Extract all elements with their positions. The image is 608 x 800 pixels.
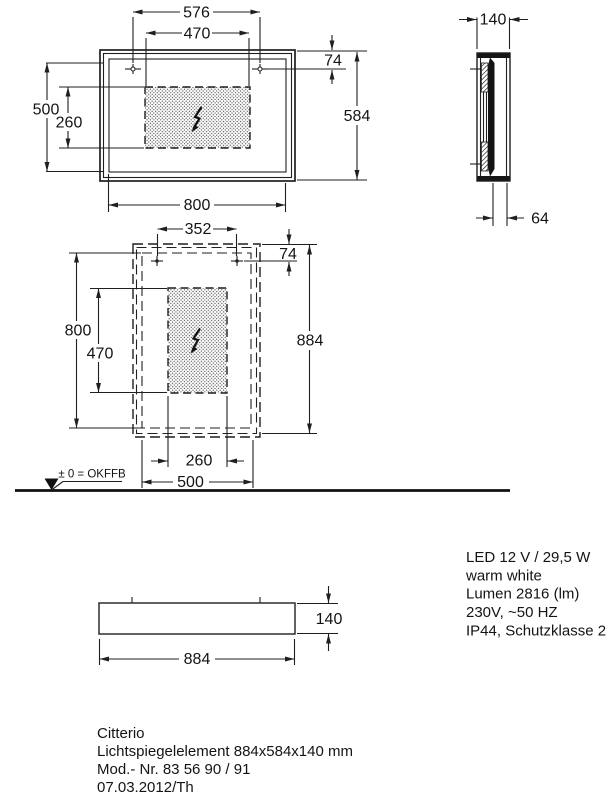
dim-top-width: 884	[183, 651, 211, 669]
dim-front-height: 584	[343, 108, 371, 126]
datum-triangle-icon	[45, 479, 59, 491]
spec-line-power: LED 12 V / 29,5 W	[466, 548, 591, 566]
top-view	[99, 586, 342, 668]
dim-portrait-height: 884	[296, 332, 324, 350]
spec-line-lumen: Lumen 2816 (lm)	[466, 585, 580, 603]
side-view-mirror-glass	[488, 58, 495, 177]
dim-front-cutout-width: 470	[183, 25, 211, 43]
spec-line-voltage: 230V, ~50 HZ	[466, 603, 558, 621]
top-view-dimensions	[100, 586, 343, 668]
dim-front-light-height: 260	[55, 114, 83, 132]
top-view-outline	[99, 603, 295, 634]
side-view-bottom-cap	[478, 176, 510, 181]
portrait-fixing-marker-right	[231, 256, 243, 266]
datum-label: ± 0 = OKFFB	[58, 468, 126, 481]
dim-portrait-light-height: 470	[86, 345, 114, 363]
ground-datum	[15, 469, 510, 491]
dim-portrait-inner-height: 800	[64, 322, 92, 340]
dim-front-fixing-offset: 74	[324, 52, 342, 70]
side-view-dimensions	[459, 12, 549, 228]
portrait-fixing-marker-left	[151, 256, 163, 266]
spec-line-protection: IP44, Schutzklasse 2	[466, 622, 607, 640]
title-model-number: Mod.- Nr. 83 56 90 / 91	[97, 760, 251, 778]
dim-front-fixing-width: 576	[183, 4, 210, 22]
front-view-fixing-marker-left	[125, 64, 141, 74]
dim-front-inner-height: 500	[32, 101, 60, 119]
side-view-top-cap	[478, 54, 510, 59]
front-view-fixing-marker-right	[252, 64, 268, 74]
title-block	[97, 725, 353, 796]
front-view	[33, 5, 371, 215]
title-product: Lichtspiegelelement 884x584x140 mm	[97, 742, 353, 760]
dim-portrait-light-width: 260	[185, 452, 213, 470]
dim-portrait-fixing-width: 352	[184, 221, 212, 239]
side-view-bracket-top	[482, 63, 489, 92]
title-date: 07.03.2012/Th	[97, 778, 194, 796]
dim-portrait-inner-width: 500	[177, 474, 204, 492]
side-view-bracket-bottom	[482, 142, 489, 171]
title-series: Citterio	[97, 724, 145, 742]
specifications-block	[465, 549, 606, 640]
dim-side-body-depth: 64	[531, 210, 549, 228]
dim-side-depth: 140	[479, 11, 507, 29]
dim-front-inner-width: 800	[183, 197, 211, 215]
dim-portrait-fixing-offset: 74	[279, 246, 297, 264]
portrait-view	[65, 221, 324, 491]
side-view	[459, 12, 549, 228]
dim-top-depth: 140	[315, 611, 343, 629]
spec-line-color: warm white	[466, 567, 542, 585]
